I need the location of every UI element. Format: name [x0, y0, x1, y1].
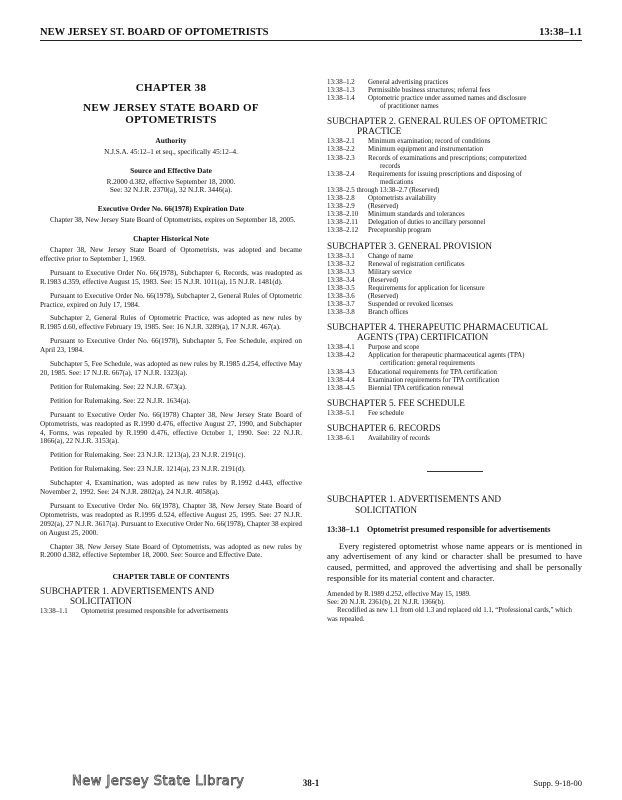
history-notes: [40, 246, 302, 560]
toc-entry-title: Educational requirements for TPA certification: [368, 368, 497, 376]
history-paragraph: Petition for Rulemaking. See: 23 N.J.R. 1214(a), 23 N.J.R. 2191(d).: [50, 465, 246, 474]
toc-entry-number: 13:38–3.3: [327, 268, 355, 276]
toc-entry-number: 13:38–3.5: [327, 284, 355, 292]
toc-entry-title: Requirements for application for licensure: [368, 284, 485, 292]
chapter-label: CHAPTER 38: [135, 82, 207, 94]
toc-subchapter-title: SUBCHAPTER 5. FEE SCHEDULE: [327, 397, 465, 408]
toc-entry-title: Optometric practice under assumed names and disclosure: [368, 95, 527, 103]
history-paragraph: Pursuant to Executive Order No. 66(1978), Subchapter 5, Fee Schedule, expired on April 23, 1984.: [40, 337, 302, 355]
toc-entry-number: 13:38–3.1: [327, 252, 355, 260]
toc-entry-number: 13:38–2.8: [327, 195, 355, 203]
authority-text: N.J.S.A. 45:12–1 et seq., specifically 45:12–4.: [104, 148, 238, 156]
toc-entry-number: 13:38–4.3: [327, 368, 355, 376]
library-watermark: New Jersey State Library: [72, 774, 245, 789]
header-section: 13:38–1.1: [539, 27, 582, 38]
header-rule: [40, 40, 582, 41]
amendment-citation: See: 20 N.J.R. 2361(b), 21 N.J.R. 1366(b).: [327, 599, 445, 607]
toc-entry[interactable]: [327, 211, 582, 219]
history-paragraph: Subchapter 5, Fee Schedule, was adopted as new rules by R.1985 d.254, effective May 20, 1985. See: 17 N.J.R. 667(a), 17 N.J.R. 1323(a).: [40, 360, 302, 377]
toc-entry-number: 13:38–3.4: [327, 276, 355, 284]
toc-entry-title: Minimum standards and tolerances: [368, 211, 465, 219]
toc-entry[interactable]: [327, 435, 582, 443]
toc-entry-number: 13:38–4.4: [327, 376, 355, 384]
toc-entry[interactable]: [327, 261, 582, 269]
toc-entry[interactable]: [327, 203, 582, 211]
toc-entry[interactable]: [327, 377, 582, 385]
source-heading: Source and Effective Date: [130, 165, 212, 175]
toc-entry-title: Delegation of duties to ancillary personnel: [368, 219, 486, 227]
toc-entry-number: 13:38–3.2: [327, 260, 355, 268]
body-subchapter-title-cont: SOLICITATION: [355, 504, 418, 515]
toc-entry-number: 13:38–5.1: [327, 409, 355, 417]
toc-entry-title: Purpose and scope: [368, 344, 420, 352]
toc-entry[interactable]: [327, 155, 582, 171]
toc-entry[interactable]: [327, 277, 582, 285]
toc-subchapter-4: [327, 322, 582, 342]
toc-entry-title: Branch offices: [368, 309, 409, 317]
toc-entry-title: (Reserved): [368, 203, 399, 211]
toc-entry-title: Minimum equipment and instrumentation: [368, 146, 484, 154]
toc-entry[interactable]: [327, 138, 582, 146]
toc-entry-number: 13:38–1.4: [327, 95, 355, 103]
toc-entry-number: 13:38–2.10: [327, 211, 359, 219]
toc-subchapter-title-cont: PRACTICE: [357, 126, 402, 137]
history-paragraph: Pursuant to Executive Order No. 66(1978), Subchapter 2, General Rules of Optometric Practice, expired on July 17, 1984.: [40, 291, 302, 309]
toc-entry-title: Fee schedule: [368, 409, 404, 417]
toc-entry-title: Examination requirements for TPA certification: [368, 376, 500, 384]
header-title: NEW JERSEY ST. BOARD OF OPTOMETRISTS: [40, 27, 269, 38]
toc-entry-number: 13:38–2.2: [327, 146, 355, 154]
recodification-note: Recodified as new 1.1 from old 1.3 and replaced old 1.1, “Professional cards,” which was repealed.: [327, 607, 572, 623]
toc-entry[interactable]: [327, 79, 582, 87]
page-number: 38-1: [302, 778, 320, 788]
chapter-title: NEW JERSEY STATE BOARD OF OPTOMETRISTS: [83, 102, 259, 126]
toc-subchapter-title: SUBCHAPTER 6. RECORDS: [327, 422, 441, 433]
toc-entry-title: Availability of records: [368, 434, 430, 442]
toc-entry[interactable]: [327, 369, 582, 377]
toc-subchapter-title: SUBCHAPTER 3. GENERAL PROVISION: [327, 240, 493, 251]
authority-heading: Authority: [155, 136, 187, 145]
history-paragraph: Pursuant to Executive Order No. 66(1978), Chapter 38, New Jersey State Board of Optometrists, was readopted as R.1995 d.524, effective August 25, 1995. See: 27 N.J.R. 2092(a), 27 N.J.R. 3617(a). Pursuant to Executive Order No. 66(1978), Chapter 38 expired on August 25, 2000.: [40, 501, 302, 537]
left-column: [40, 54, 302, 616]
toc-entry-range[interactable]: [327, 187, 582, 195]
toc-entry[interactable]: [327, 301, 582, 309]
toc-entry-title: (Reserved): [368, 292, 399, 300]
right-column: [327, 54, 582, 624]
toc-subchapter-5: [327, 398, 582, 408]
toc-entry[interactable]: [40, 608, 302, 616]
toc-entry-number: 13:38–6.1: [327, 434, 355, 442]
history-paragraph: Petition for Rulemaking. See: 23 N.J.R. 1213(a), 23 N.J.R. 2191(c).: [50, 451, 246, 460]
history-paragraph: Chapter 38, New Jersey State Board of Optometrists, was adopted and became effective prior to September 1, 1969.: [40, 246, 302, 263]
page-footer: [40, 774, 582, 794]
toc-entry[interactable]: [327, 385, 582, 393]
toc-entry[interactable]: [327, 309, 582, 317]
section-heading: [327, 525, 582, 535]
toc-entry-title: Requirements for issuing prescriptions and disposing of: [368, 170, 522, 178]
source-line2: See: 32 N.J.R. 2370(a), 32 N.J.R. 3446(a).: [109, 186, 233, 195]
toc-entry-title: Optometrist presumed responsible for advertisements: [81, 608, 229, 616]
running-header: [40, 22, 582, 38]
expiration-heading: Executive Order No. 66(1978) Expiration Date: [97, 204, 245, 214]
history-paragraph: Subchapter 2, General Rules of Optometric Practice, was adopted as new rules by R.1985 d.60, effective February 19, 1985. See: 16 N.J.R. 3289(a), 17 N.J.R. 467(a).: [40, 314, 302, 332]
toc-entry-title: Military service: [368, 268, 412, 276]
section-title: Optometrist presumed responsible for advertisements: [367, 525, 551, 534]
toc-subchapter-title-cont: AGENTS (TPA) CERTIFICATION: [357, 332, 489, 343]
toc-subchapter-title: SUBCHAPTER 1. ADVERTISEMENTS AND: [40, 586, 215, 597]
toc-subchapter-3: [327, 241, 582, 251]
history-paragraph: Petition for Rulemaking. See: 22 N.J.R. 673(a).: [50, 382, 187, 391]
toc-entry[interactable]: [327, 285, 582, 293]
toc-entry-range-text: 13:38–2.5 through 13:38–2.7 (Reserved): [327, 186, 440, 194]
section-divider: [427, 471, 483, 472]
toc-entry[interactable]: [327, 87, 582, 95]
history-heading: Chapter Historical Note: [133, 234, 209, 244]
section-body: Every registered optometrist whose name appears or is mentioned in any advertisement of any kind or character shall be presumed to have caused, permitted, and approved the advertising and shall be personally responsible for its material content and character.: [327, 540, 582, 583]
supplement-date: Supp. 9-18-00: [533, 778, 582, 788]
toc-subchapter-1: [40, 586, 302, 606]
toc-entry-number: 13:38–3.6: [327, 292, 355, 300]
toc-entry-number: 13:38–2.4: [327, 170, 355, 178]
toc-entry-number: 13:38–1.2: [327, 79, 355, 86]
toc-entry-number: 13:38–2.11: [327, 219, 358, 227]
toc-entry-title: Application for therapeutic pharmaceutical agents (TPA): [368, 352, 525, 360]
amendment-notes: [327, 591, 582, 624]
history-paragraph: Pursuant to Executive Order No. 66(1978), Subchapter 6, Records, was readopted as R.1983 d.359, effective August 15, 1983. See: 15 N.J.R. 1011(a), 15 N.J.R. 1481(d).: [40, 268, 302, 286]
toc-entry-title: Change of name: [368, 252, 414, 260]
toc-entry-title: Suspended or revoked licenses: [368, 301, 453, 309]
amendment-line: Amended by R.1989 d.252, effective May 15, 1989.: [327, 590, 471, 598]
toc-entry[interactable]: [327, 253, 582, 261]
source-line1: R.2000 d.382, effective September 18, 2000.: [106, 177, 236, 186]
toc-entry[interactable]: [327, 352, 582, 368]
toc-subchapter-2: [327, 116, 582, 136]
toc-heading: CHAPTER TABLE OF CONTENTS: [112, 572, 230, 582]
toc-entry[interactable]: [327, 95, 582, 111]
body-subchapter-title: SUBCHAPTER 1. ADVERTISEMENTS AND: [327, 494, 502, 504]
toc-entry-number: 13:38–2.3: [327, 154, 355, 162]
expiration-text: Chapter 38, New Jersey State Board of Optometrists, expires on September 18, 2005.: [50, 216, 296, 225]
toc-entry-number: 13:38–1.3: [327, 87, 355, 95]
history-paragraph: Petition for Rulemaking. See: 22 N.J.R. 1634(a).: [50, 396, 191, 405]
toc-entry-title: (Reserved): [368, 276, 399, 284]
toc-entry[interactable]: [327, 227, 582, 235]
toc-entry-number: 13:38–4.2: [327, 352, 355, 360]
toc-entry-number: 13:38–1.1: [40, 608, 68, 616]
toc-subchapter-title: SUBCHAPTER 4. THERAPEUTIC PHARMACEUTICAL: [327, 322, 548, 333]
toc-entry[interactable]: [327, 269, 582, 277]
toc-entry[interactable]: [327, 293, 582, 301]
toc-entry-title-cont: medications: [380, 178, 414, 186]
toc-entry-number: 13:38–2.1: [327, 138, 355, 146]
toc-entry[interactable]: [327, 146, 582, 154]
toc-entry-title-cont: certification: general requirements: [380, 360, 475, 368]
toc-subchapter-6: [327, 423, 582, 433]
toc-entry-title: Biennial TPA certification renewal: [368, 384, 464, 392]
toc-entry-title: Preceptorship program: [368, 227, 431, 235]
toc-entry-title-cont: records: [380, 162, 401, 170]
toc-entry-title: General advertising practices: [368, 79, 449, 86]
toc-entry-title: Records of examinations and prescriptions; computerized: [368, 154, 527, 162]
toc-entry-number: 13:38–4.5: [327, 384, 355, 392]
history-paragraph: Pursuant to Executive Order No. 66(1978) Chapter 38, New Jersey State Board of Optometrists, was readopted as R.1990 d.476, effective August 27, 1990, and Subchapter 4, Forms, was repealed by R.1990 d.476, effective October 1, 1990. See: 22 N.J.R. 1866(a), 22 N.J.R. 3153(a).: [40, 410, 302, 446]
toc-entry-number: 13:38–3.7: [327, 301, 355, 309]
toc-entry-number: 13:38–2.9: [327, 203, 355, 211]
toc-subchapter-title: SUBCHAPTER 2. GENERAL RULES OF OPTOMETRIC: [327, 116, 548, 127]
toc-entry-number: 13:38–4.1: [327, 344, 355, 352]
toc-entry-title: Renewal of registration certificates: [368, 260, 465, 268]
toc-entry[interactable]: [327, 219, 582, 227]
toc-entry[interactable]: [327, 410, 582, 418]
body-subchapter-heading: [327, 494, 582, 515]
history-paragraph: Chapter 38, New Jersey State Board of Optometrists, was adopted as new rules by R.2000 d.382, effective September 18, 2000. See: Source and Effective Date.: [40, 542, 302, 560]
toc-entry-title-cont: of practitioner names: [380, 103, 439, 111]
toc-subchapter-title-cont: SOLICITATION: [70, 596, 133, 607]
toc-entry[interactable]: [327, 195, 582, 203]
toc-entry-title: Permissible business structures; referral fees: [368, 87, 491, 95]
section-number: 13:38–1.1: [327, 525, 360, 534]
toc-entry[interactable]: [327, 344, 582, 352]
history-paragraph: Subchapter 4, Examination, was adopted as new rules by R.1992 d.443, effective November 2, 1992. See: 24 N.J.R. 2802(a), 24 N.J.R. 4058(a).: [40, 479, 302, 497]
toc-entry[interactable]: [327, 171, 582, 187]
toc-entry-title: Optometrists availability: [368, 195, 437, 203]
toc-entry-number: 13:38–2.12: [327, 227, 359, 235]
toc-entry-number: 13:38–3.8: [327, 309, 355, 317]
toc-entry-title: Minimum examination; record of conditions: [368, 138, 491, 146]
